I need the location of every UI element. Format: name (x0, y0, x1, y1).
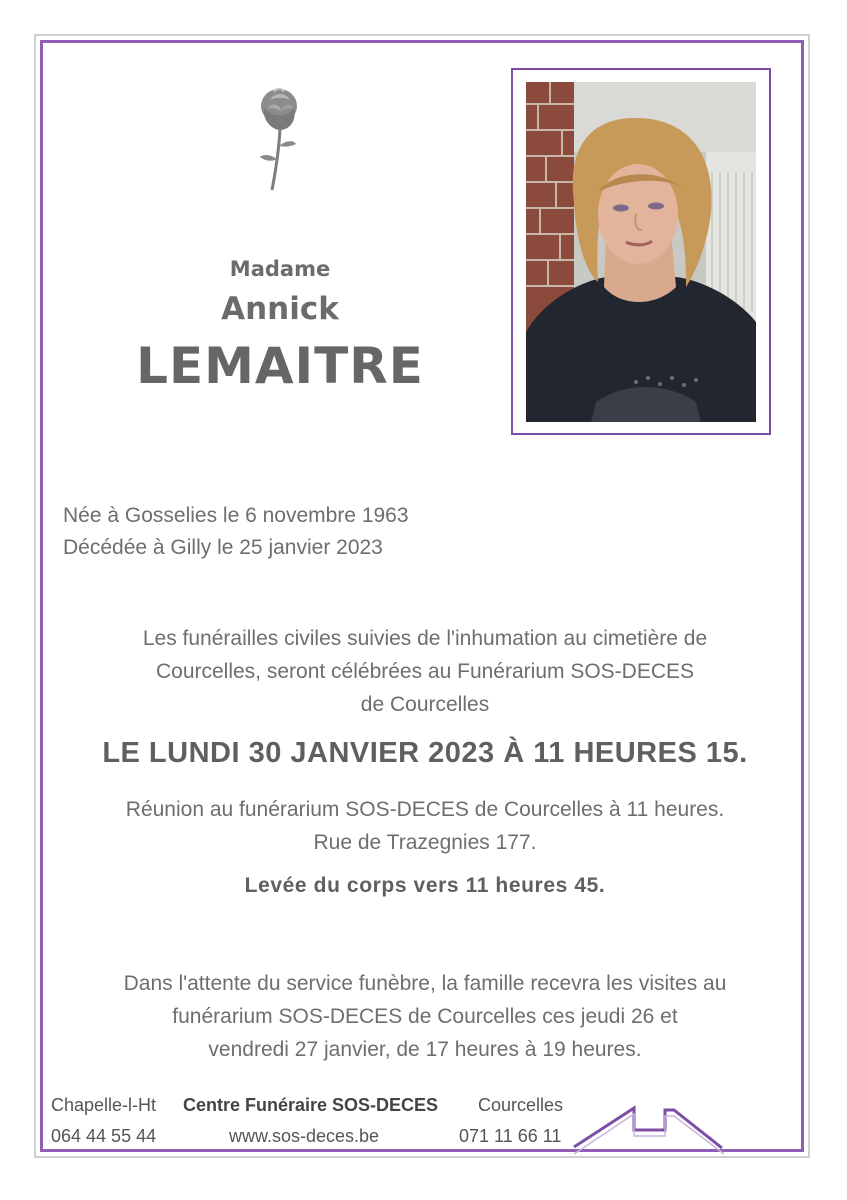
footer-left-phone[interactable]: 064 44 55 44 (51, 1126, 157, 1146)
death-info: Décédée à Gilly le 25 janvier 2023 (63, 536, 383, 559)
birth-info: Née à Gosselies le 6 novembre 1963 (63, 504, 409, 527)
rose-icon (250, 84, 306, 194)
first-name: Annick (221, 291, 339, 327)
portrait-frame (511, 68, 771, 435)
visits-line: funérarium SOS-DECES de Courcelles ces jeudi 26 et (172, 1005, 678, 1028)
portrait-photo (526, 82, 756, 422)
visits-line: Dans l'attente du service funèbre, la famille recevra les visites au (123, 972, 727, 995)
visits-line: vendredi 27 janvier, de 17 heures à 19 heures. (208, 1038, 642, 1061)
visits-info (45, 967, 805, 1066)
funeral-line: Courcelles, seront célébrées au Funérarium SOS-DECES (155, 660, 695, 683)
funeral-line: Les funérailles civiles suivies de l'inhumation au cimetière de (142, 627, 708, 650)
footer-company: Centre Funéraire SOS-DECES (183, 1095, 439, 1115)
funeral-announcement (45, 622, 805, 721)
meeting-info (45, 793, 805, 859)
honorific: Madame (229, 257, 331, 281)
funeral-line: de Courcelles (360, 693, 490, 716)
footer-right-location: Courcelles (478, 1095, 564, 1115)
ceremony-date: LE LUNDI 30 JANVIER 2023 À 11 HEURES 15. (102, 737, 748, 769)
last-name: LEMAITRE (136, 337, 424, 395)
meeting-line: Réunion au funérarium SOS-DECES de Courcelles à 11 heures. (125, 798, 725, 821)
footer-left-location: Chapelle-l-Ht (51, 1095, 157, 1115)
footer-website-link[interactable]: www.sos-deces.be (229, 1126, 380, 1146)
footer-right-phone[interactable]: 071 11 66 11 (459, 1126, 562, 1146)
meeting-address: Rue de Trazegnies 177. (313, 831, 537, 854)
levee-info: Levée du corps vers 11 heures 45. (244, 874, 606, 897)
